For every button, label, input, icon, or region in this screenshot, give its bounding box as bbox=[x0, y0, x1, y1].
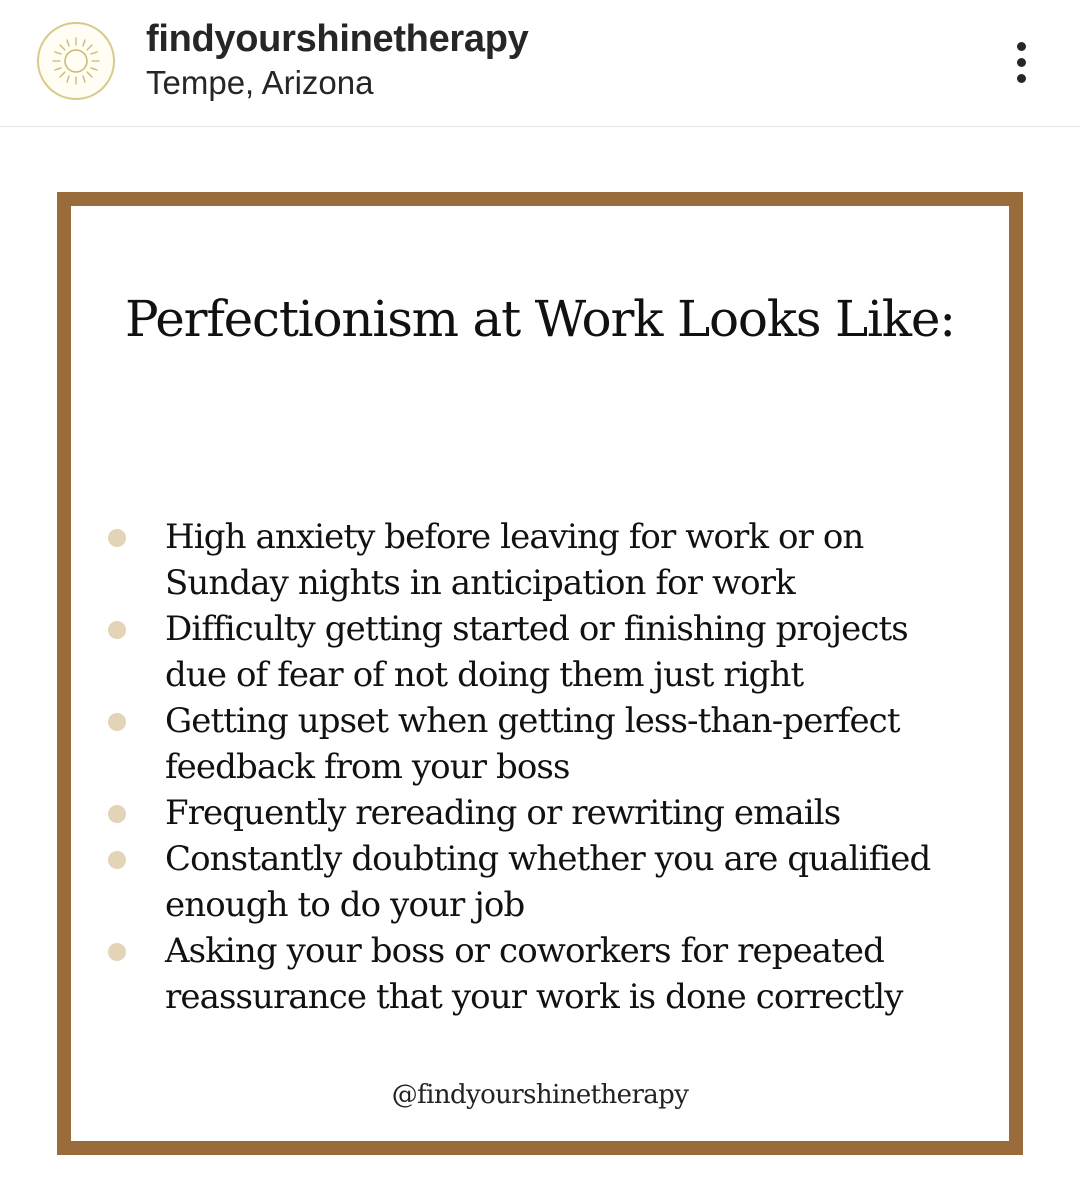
bullet-dot-icon bbox=[108, 943, 126, 961]
profile-avatar[interactable] bbox=[37, 22, 115, 100]
post-location[interactable]: Tempe, Arizona bbox=[146, 64, 374, 101]
list-item: Difficulty getting started or finishing projects due of fear of not doing them just right bbox=[165, 606, 1001, 698]
bullet-dot-icon bbox=[108, 805, 126, 823]
post-title: Perfectionism at Work Looks Like: bbox=[125, 290, 955, 348]
post-header bbox=[0, 0, 1080, 127]
bullet-dot-icon bbox=[108, 529, 126, 547]
post-handle: @findyourshinetherapy bbox=[391, 1080, 689, 1110]
bullet-list bbox=[165, 514, 1001, 1020]
more-options-icon[interactable] bbox=[1006, 38, 1038, 86]
post-image[interactable] bbox=[57, 192, 1023, 1155]
sun-logo-icon bbox=[39, 24, 113, 98]
profile-username[interactable]: findyourshinetherapy bbox=[146, 18, 529, 60]
list-item: Asking your boss or coworkers for repeated reassurance that your work is done correctly bbox=[165, 928, 1001, 1020]
bullet-dot-icon bbox=[108, 851, 126, 869]
bullet-dot-icon bbox=[108, 713, 126, 731]
list-item: Constantly doubting whether you are qualified enough to do your job bbox=[165, 836, 1001, 928]
list-item: Frequently rereading or rewriting emails bbox=[165, 790, 1001, 836]
list-item: High anxiety before leaving for work or on Sunday nights in anticipation for work bbox=[165, 514, 1001, 606]
bullet-dot-icon bbox=[108, 621, 126, 639]
list-item: Getting upset when getting less-than-perfect feedback from your boss bbox=[165, 698, 1001, 790]
